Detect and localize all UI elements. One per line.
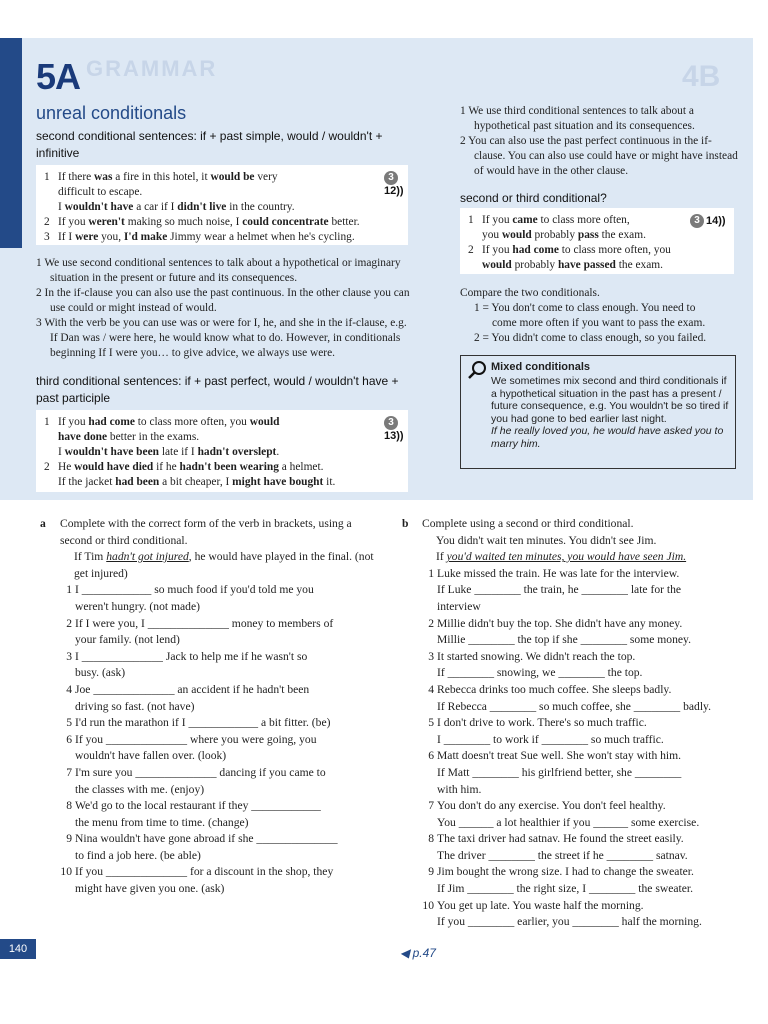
third-conditional-heading: third conditional sentences: if + past perfect, would / wouldn't have + past participle xyxy=(36,374,399,405)
compare-line-1: 1 = You don't come to class enough. You need to xyxy=(474,302,696,314)
item-number: 5 xyxy=(66,716,72,730)
exercise-item xyxy=(422,715,742,748)
example-line: have done better in the exams. xyxy=(58,431,200,443)
item-text: I don't drive to work. There's so much traffic. xyxy=(437,716,647,730)
example-line: 1 If you came to class more often, xyxy=(468,214,630,226)
compare-line-2: 2 = You didn't come to class enough, so you failed. xyxy=(474,332,707,344)
item-number: 4 xyxy=(428,682,434,696)
mixed-title: Mixed conditionals xyxy=(491,361,591,373)
ghost-unit: 4B xyxy=(682,60,721,93)
page-reference-link[interactable]: ◀ p.47 xyxy=(400,946,436,960)
exercise-item xyxy=(422,682,742,715)
exercise-item xyxy=(60,616,378,649)
back-arrow-icon: ◀ xyxy=(400,946,410,960)
item-text: Rebecca drinks too much coffee. She sleeps badly. xyxy=(437,682,672,696)
example-line: you would probably pass the exam. xyxy=(482,229,646,241)
item-text[interactable]: I ________ to work if ________ so much traffic. xyxy=(437,732,664,746)
item-text: It started snowing. We didn't reach the top. xyxy=(437,649,636,663)
mixed-example: If he really loved you, he would have asked you to marry him. xyxy=(491,425,724,450)
item-number: 1 xyxy=(66,583,72,597)
item-number: 3 xyxy=(428,649,434,663)
sound-icon: )) xyxy=(396,430,404,442)
item-number: 8 xyxy=(428,832,434,846)
exercise-item xyxy=(60,798,378,831)
item-text[interactable]: If Luke ________ the train, he ________ late for the xyxy=(437,583,682,597)
item-text: Millie didn't buy the top. She didn't have any money. xyxy=(437,616,683,630)
rule-item: 1 We use second conditional sentences to talk about a hypothetical or imaginary situation in the present or future and its consequences. xyxy=(36,257,401,284)
item-text: You get up late. You waste half the morning. xyxy=(437,898,644,912)
item-text[interactable]: If ________ snowing, we ________ the top. xyxy=(437,666,643,680)
item-number: 3 xyxy=(66,649,72,663)
audio-disc-icon: 3 xyxy=(384,171,398,185)
item-text: If I were you, I ______________ money to members of xyxy=(75,616,334,630)
item-text: I'm sure you ______________ dancing if you came to xyxy=(75,765,326,779)
item-text[interactable]: might have given you one. (ask) xyxy=(75,882,225,896)
exercise-a-example: If Tim hadn't got injured, he would have played in the final. (not get injured) xyxy=(74,550,374,580)
item-number: 7 xyxy=(66,765,72,779)
item-text[interactable]: If Jim ________ the right size, I ________ the sweater. xyxy=(437,882,693,896)
item-text: Jim bought the wrong size. I had to change the sweater. xyxy=(437,865,694,879)
example-line: If the jacket had been a bit cheaper, I might have bought it. xyxy=(58,476,336,488)
item-text: Joe ______________ an accident if he hadn't been xyxy=(75,682,310,696)
compare-line-1b: come more often if you want to pass the exam. xyxy=(492,317,706,329)
item-text[interactable]: driving so fast. (not have) xyxy=(75,699,195,713)
exercise-b xyxy=(402,516,742,931)
exercise-item xyxy=(60,682,378,715)
example-line: 1 If there was a fire in this hotel, it would be very xyxy=(44,171,278,183)
item-text[interactable]: weren't hungry. (not made) xyxy=(75,599,200,613)
compare-intro: Compare the two conditionals. xyxy=(460,287,600,299)
exercise-item xyxy=(60,582,378,615)
exercise-a-instructions: Complete with the correct form of the verb in brackets, using a second or third conditional. xyxy=(60,517,352,547)
exercise-item xyxy=(422,864,742,897)
exercise-item xyxy=(422,649,742,682)
audio-disc-icon: 3 xyxy=(384,416,398,430)
exercise-letter: b xyxy=(402,517,409,530)
rule-item: 1 We use third conditional sentences to talk about a hypothetical past situation and its consequences. xyxy=(460,105,695,132)
item-text[interactable]: your family. (not lend) xyxy=(75,633,180,647)
item-number: 8 xyxy=(66,799,72,813)
sound-icon: )) xyxy=(718,214,726,227)
example-line: would probably have passed the exam. xyxy=(482,259,664,271)
item-text[interactable]: to find a job here. (be able) xyxy=(75,848,201,862)
second-or-third-heading: second or third conditional? xyxy=(460,191,607,205)
page-edge-tab xyxy=(0,38,22,248)
item-number: 2 xyxy=(428,616,434,630)
item-text: I ____________ so much food if you'd told me you xyxy=(75,583,314,597)
exercise-item xyxy=(60,765,378,798)
example-line: difficult to escape. xyxy=(58,186,143,198)
rule-item: 2 You can also use the past perfect continuous in the if-clause. You can also use could have or might have instead of would have in the other clause. xyxy=(460,135,738,177)
item-number: 6 xyxy=(428,749,434,763)
exercise-item xyxy=(422,616,742,649)
ghost-heading: GRAMMAR xyxy=(86,56,218,81)
item-text: Nina wouldn't have gone abroad if she ______________ xyxy=(75,832,338,846)
exercise-item xyxy=(422,798,742,831)
exercise-item xyxy=(422,748,742,798)
item-text[interactable]: You ______ a lot healthier if you ______ some exercise. xyxy=(437,815,700,829)
rule-item: 3 With the verb be you can use was or were for I, he, and she in the if-clause, e.g. If Dan was / were here, he would know what to do. However, in conditionals beginning If I were you… to give advice, we always use were. xyxy=(36,317,407,359)
example-line: I wouldn't have a car if I didn't live in the country. xyxy=(58,201,295,213)
exercise-item xyxy=(60,831,378,864)
example-line: I wouldn't have been late if I hadn't overslept. xyxy=(58,446,280,458)
item-number: 9 xyxy=(428,865,434,879)
item-number: 5 xyxy=(428,716,434,730)
item-text: I'd run the marathon if I ____________ a bit fitter. (be) xyxy=(75,716,331,730)
unit-number: 5A xyxy=(36,56,81,97)
audio-track-badge[interactable]: 3 14)) xyxy=(690,214,726,228)
sound-icon: )) xyxy=(396,185,404,197)
exercise-item xyxy=(60,715,378,732)
item-number: 7 xyxy=(428,799,434,813)
rule-item: 2 In the if-clause you can also use the past continuous. In the other clause you can use could or might instead of would. xyxy=(36,287,410,314)
exercise-item xyxy=(422,831,742,864)
item-text[interactable]: the classes with me. (enjoy) xyxy=(75,782,205,796)
item-text[interactable]: The driver ________ the street if he ________ satnav. xyxy=(437,848,688,862)
item-number: 6 xyxy=(66,732,72,746)
example-line: 2 If you weren't making so much noise, I could concentrate better. xyxy=(44,216,360,228)
second-conditional-rules xyxy=(36,256,416,361)
example-answer: hadn't got injured xyxy=(106,550,189,564)
item-text[interactable]: If you ________ earlier, you ________ half the morning. xyxy=(437,915,702,929)
mixed-body xyxy=(491,375,731,451)
example-box-third xyxy=(36,410,408,492)
exercise-b-example: You didn't wait ten minutes. You didn't see Jim. If you'd waited ten minutes, you would have seen Jim. xyxy=(436,533,687,564)
item-number: 2 xyxy=(66,616,72,630)
item-text: Luke missed the train. He was late for the interview. xyxy=(437,566,680,580)
item-number: 4 xyxy=(66,682,72,696)
item-text[interactable]: wouldn't have fallen over. (look) xyxy=(75,749,227,763)
exercise-item xyxy=(422,898,742,931)
exercise-b-items xyxy=(402,566,742,931)
item-text[interactable]: If Rebecca ________ so much coffee, she ________ badly. xyxy=(437,699,711,713)
second-conditional-heading: second conditional sentences: if + past simple, would / wouldn't + infinitive xyxy=(36,129,383,160)
item-text[interactable]: with him. xyxy=(437,782,482,796)
item-text: We'd go to the local restaurant if they ____________ xyxy=(75,799,321,813)
item-number: 9 xyxy=(66,832,72,846)
example-line: 2 He would have died if he hadn't been wearing a helmet. xyxy=(44,461,324,473)
section-title: unreal conditionals xyxy=(36,103,187,123)
item-text[interactable]: interview xyxy=(437,599,481,613)
item-number: 1 xyxy=(428,566,434,580)
exercise-item xyxy=(422,566,742,616)
item-text[interactable]: busy. (ask) xyxy=(75,666,126,680)
exercise-a xyxy=(40,516,378,898)
example-line: 2 If you had come to class more often, you xyxy=(468,244,671,256)
item-number: 10 xyxy=(422,898,434,912)
item-text: If you ______________ for a discount in the shop, they xyxy=(75,865,334,879)
example-box-second xyxy=(36,165,408,245)
item-text: If you ______________ where you were going, you xyxy=(75,732,317,746)
exercise-item xyxy=(60,864,378,897)
third-conditional-rules xyxy=(460,104,740,179)
audio-disc-icon: 3 xyxy=(690,214,704,228)
item-text: The taxi driver had satnav. He found the street easily. xyxy=(437,832,684,846)
item-number: 10 xyxy=(60,865,72,879)
item-text: You don't do any exercise. You don't feel healthy. xyxy=(437,799,666,813)
compare-note xyxy=(460,286,750,346)
mixed-explanation: We sometimes mix second and third conditionals if a hypothetical situation in the past has a present / future consequence, e.g. You wouldn't be so tired if you had gone to bed earlier last night. xyxy=(491,375,729,425)
example-line: 1 If you had come to class more often, you would xyxy=(44,416,280,428)
item-text: I ______________ Jack to help me if he wasn't so xyxy=(75,649,308,663)
item-text: Matt doesn't treat Sue well. She won't stay with him. xyxy=(437,749,682,763)
magnifier-icon xyxy=(467,360,487,380)
item-text[interactable]: If Matt ________ his girlfriend better, she ________ xyxy=(437,765,682,779)
exercise-b-instructions: Complete using a second or third conditional. xyxy=(422,517,634,530)
example-line: 3 If I were you, I'd make Jimmy wear a helmet when he's cycling. xyxy=(44,231,355,243)
exercise-item xyxy=(60,649,378,682)
exercise-a-items xyxy=(40,582,378,897)
item-text[interactable]: Millie ________ the top if she ________ some money. xyxy=(437,633,691,647)
page-number: 140 xyxy=(0,939,36,959)
audio-track-badge[interactable]: 312)) xyxy=(384,172,404,197)
item-text[interactable]: the menu from time to time. (change) xyxy=(75,815,249,829)
example-box-compare xyxy=(460,208,734,274)
audio-track-badge[interactable]: 313)) xyxy=(384,417,404,442)
exercise-item xyxy=(60,732,378,765)
example-answer: you'd waited ten minutes, you would have seen Jim. xyxy=(446,550,687,564)
mixed-conditionals-box xyxy=(460,355,736,469)
exercise-letter: a xyxy=(40,517,46,530)
